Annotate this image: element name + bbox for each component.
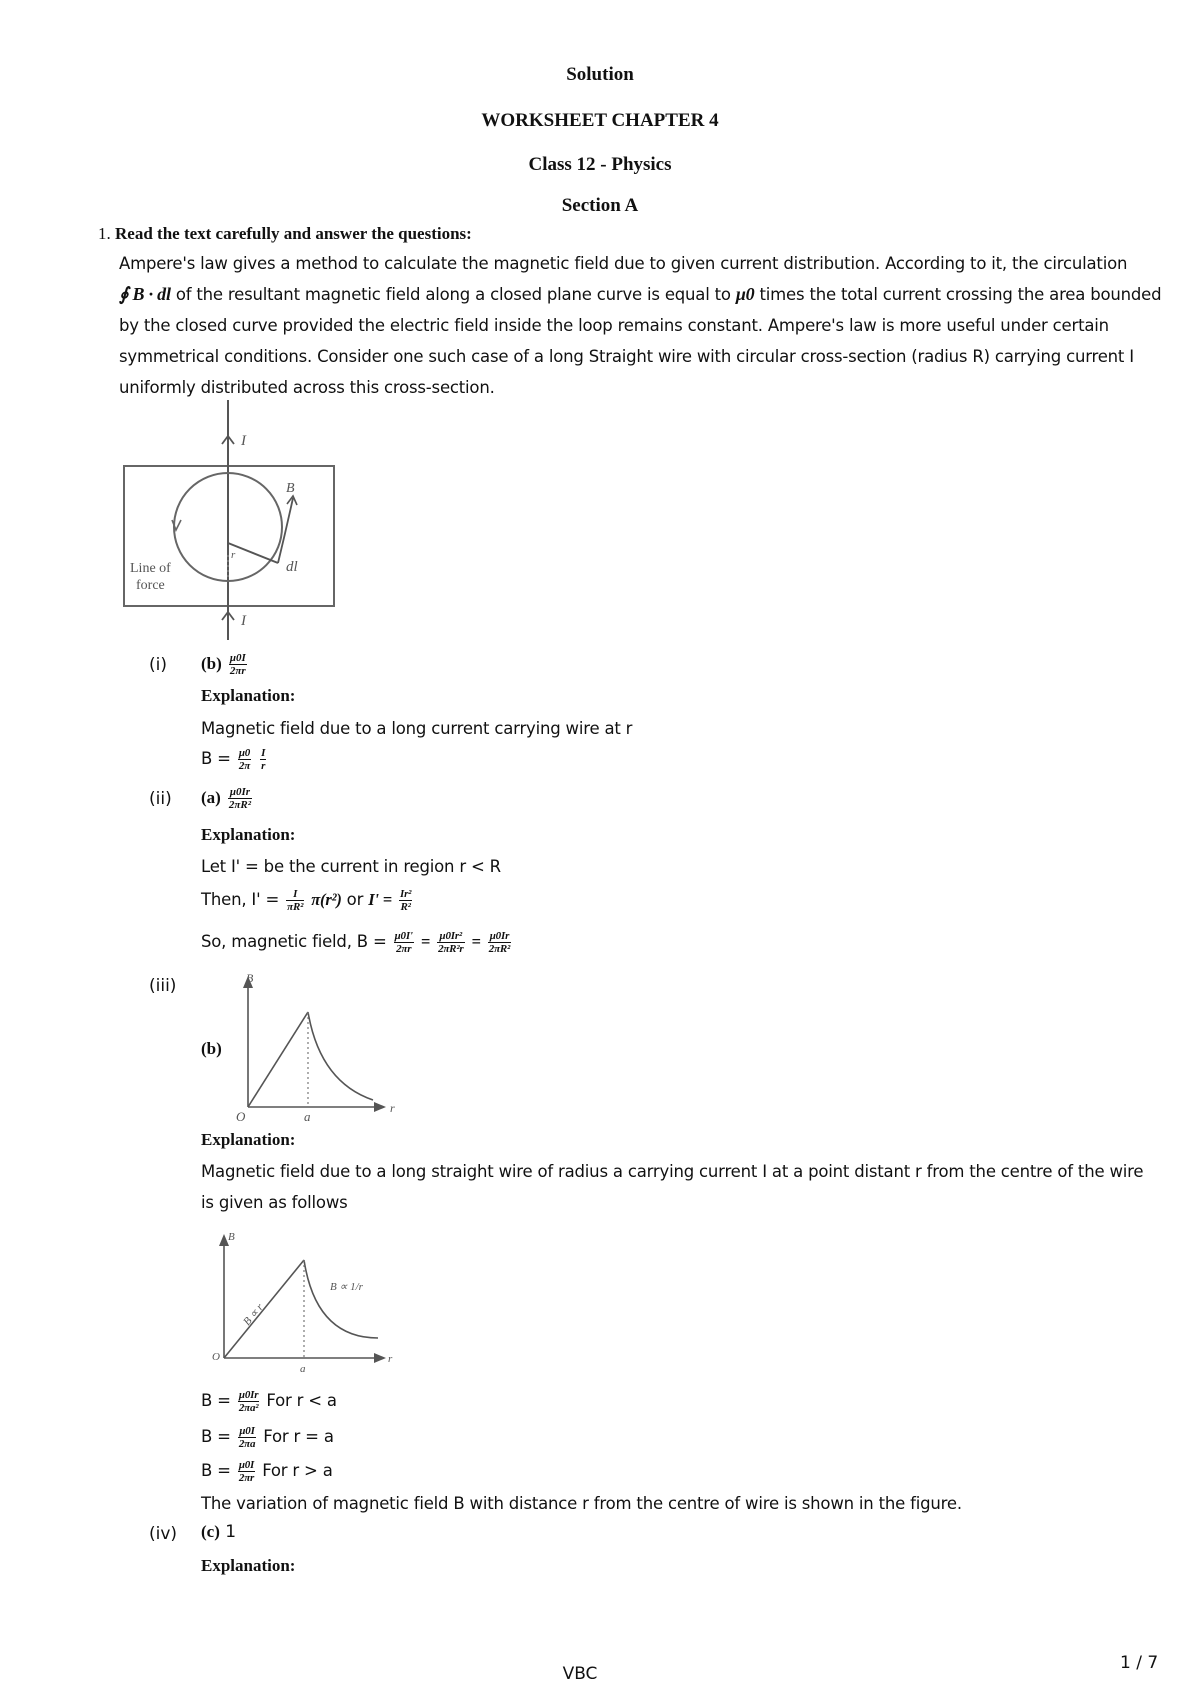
field-label: B	[286, 481, 295, 496]
inverse-decay	[308, 1012, 373, 1100]
answer-i-formula: B = $\frac{\mu 0}{2\pi}$ $\frac{I}{r}$	[201, 747, 266, 772]
answer-iii-option: (b)	[201, 1039, 222, 1058]
linear-rise	[248, 1012, 308, 1107]
line-of-force-label-1: Line of	[130, 561, 171, 576]
current-label-bottom: I	[241, 613, 246, 629]
answer-ii-label: (ii)	[149, 789, 172, 809]
passage-line-2: ∮ B · dl of the resultant magnetic field along a closed plane curve is equal to μ0 times the total current crossing the area bounded	[119, 284, 1162, 304]
inverse-region-label: B ∝ 1/r	[330, 1281, 363, 1293]
answer-iii-formula-1: B = $\frac{\mu 0Ir}{\text{2πa²}}$ For r < a	[201, 1389, 337, 1414]
answer-iv-option: (c) 1	[201, 1522, 237, 1542]
question-instruction: Read the text carefully and answer the questions:	[115, 224, 472, 243]
circulation-symbol: ∮ B · dl	[119, 284, 171, 304]
x-axis-arrow	[374, 1102, 386, 1112]
answer-ii-option: (a) $\frac{\mu 0Ir}{\text{2πR²}}$	[201, 786, 252, 811]
field-vector	[278, 498, 293, 563]
answer-iv-label: (iv)	[149, 1524, 178, 1544]
y-axis-label: B	[228, 1231, 235, 1243]
passage-line-4: symmetrical conditions. Consider one such case of a long Straight wire with circular cross-section (radius R) carrying current I	[119, 347, 1134, 366]
current-label-top: I	[241, 433, 246, 449]
x-axis-label: r	[390, 1101, 395, 1115]
x-axis-label: r	[388, 1353, 393, 1365]
answer-ii-text2: Then, I' = $\frac{I}{\text{πR²}}$ π(r²) or I' = $\frac{\text{Ir²}}{\text{R²}}$	[201, 888, 412, 913]
answer-iv-explanation-heading: Explanation:	[201, 1556, 296, 1575]
answer-i-fraction: $\frac{\mu 0I}{2\pi r}$	[229, 652, 246, 677]
page-number: 1 / 7	[1120, 1653, 1159, 1673]
answer-iii-formula-2: B = $\frac{\mu 0I}{2\pi a}$ For r = a	[201, 1425, 334, 1450]
answer-ii-text1: Let I' = be the current in region r < R	[201, 857, 501, 876]
origin-label: O	[212, 1351, 220, 1363]
line-of-force-label-2: force	[136, 578, 165, 593]
question-passage	[119, 248, 1169, 403]
answer-i-text: Magnetic field due to a long current carrying wire at r	[201, 719, 633, 738]
page-title: Solution	[566, 64, 634, 85]
x-axis-arrow	[374, 1353, 386, 1363]
answer-iii-text: Magnetic field due to a long straight wire of radius a carrying current I at a point distant r from the centre of the wire is given as follows	[201, 1162, 1144, 1212]
answer-iii-formula-3: B = $\frac{\mu 0I}{2\pi r}$ For r > a	[201, 1459, 333, 1484]
linear-region-label: B ∝ r	[241, 1301, 266, 1328]
answer-i-explanation-heading: Explanation:	[201, 686, 296, 705]
radius-a-label: a	[300, 1363, 306, 1375]
element-label: dl	[286, 559, 298, 575]
origin-label: O	[236, 1109, 246, 1122]
class-subject: Class 12 - Physics	[528, 154, 672, 175]
radius-a-label: a	[304, 1109, 311, 1122]
answer-ii-text3: So, magnetic field, B = $\frac{\mu 0I'}{2\pi r}$ = $\frac{\text{μ0Ir²}}{\text{2πR²r}}$ = $\frac{\mu 0Ir}{\text{2πR²}}$	[201, 930, 511, 955]
answer-iii-label: (iii)	[149, 976, 177, 996]
radius-line	[228, 543, 278, 563]
answer-i-label: (i)	[149, 655, 167, 675]
inverse-decay	[304, 1260, 378, 1338]
y-axis-label: B	[246, 972, 254, 985]
answer-iii-explanation-heading: Explanation:	[201, 1130, 296, 1149]
answer-i-option: (b) $\frac{\mu 0I}{2\pi r}$	[201, 652, 246, 677]
passage-line-3: by the closed curve provided the electric field inside the loop remains constant. Ampere's law is more useful under certain	[119, 316, 1109, 335]
ampere-loop-figure	[118, 400, 348, 640]
answer-iii-graph	[228, 972, 408, 1122]
section-heading: Section A	[561, 195, 639, 216]
footer-vbc: VBC	[562, 1664, 598, 1684]
mu0-symbol: μ0	[735, 284, 755, 304]
worksheet-title: WORKSHEET CHAPTER 4	[481, 110, 719, 131]
answer-iii-conclusion: The variation of magnetic field B with distance r from the centre of wire is shown in the figure.	[201, 1494, 962, 1513]
passage-line-1: Ampere's law gives a method to calculate the magnetic field due to given current distribution. According to it, the circulation	[119, 254, 1128, 273]
radius-label: r	[231, 549, 236, 561]
question-number: 1. Read the text carefully and answer the questions:	[98, 224, 472, 243]
answer-iii-graph-detailed	[208, 1228, 408, 1378]
answer-ii-explanation-heading: Explanation:	[201, 825, 296, 844]
passage-line-5: uniformly distributed across this cross-section.	[119, 378, 495, 397]
